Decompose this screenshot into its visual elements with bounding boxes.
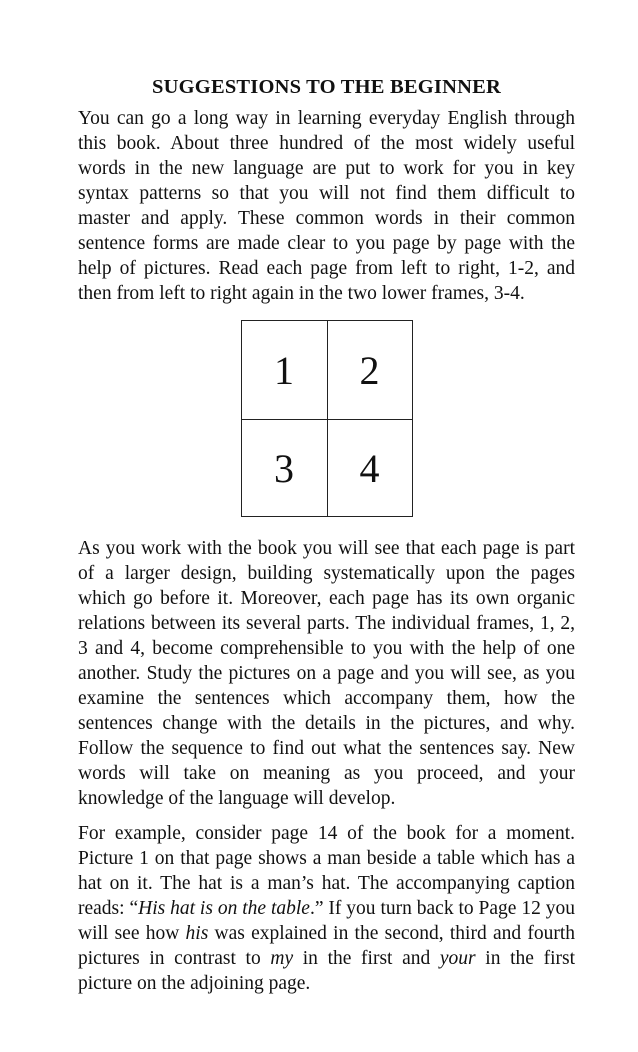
frame-1: 1 — [274, 347, 294, 393]
frame-4: 4 — [327, 419, 412, 517]
word-my: my — [270, 948, 294, 969]
word-your: your — [439, 948, 476, 969]
frame-2: 2 — [327, 321, 412, 419]
example-text-3: was explained in the second, third and fourth pictures in contrast to — [78, 923, 576, 969]
example-text-1: For example, consider page 14 of the book for a moment. Picture 1 on that page shows a man beside a table which has a hat on it. The hat is a man’s hat. The accompanying caption reads: “ — [78, 823, 575, 919]
caption-quote: His hat is on the table — [138, 898, 310, 919]
frame-3: 3 — [242, 419, 327, 517]
example-text-2: .” If you turn back to Page 12 you will see how — [78, 898, 576, 944]
frame-order-diagram — [241, 320, 413, 517]
frame-diagram-wrapper — [78, 320, 575, 517]
design-paragraph: As you work with the book you will see that each page is part of a larger design, building systematically upon the pages which go before it. Moreover, each page has its own organic relations between its several parts. The individual frames, 1, 2, 3 and 4, become comprehensible to you with the help of one another. Study the pictures on a page and you will see, as you examine the sentences which accompany them, how the sentences change with the details in the pictures, and why. Follow the sequence to find out what the sentences say. New words will take on meaning as you proceed, and your knowledge of the language will develop. — [78, 538, 575, 809]
page-title: SUGGESTIONS TO THE BEGINNER — [152, 76, 501, 98]
page-content — [78, 74, 575, 996]
example-text-4: in the first and — [293, 948, 440, 969]
example-paragraph — [78, 821, 575, 996]
example-text-5: in the first picture on the adjoining page. — [78, 948, 575, 994]
intro-paragraph: You can go a long way in learning everyday English through this book. About three hundred of the most widely useful words in the new language are put to work for you in key syntax patterns so that you will not find them difficult to master and apply. These common words in their common sentence forms are made clear to you page by page with the help of pictures. Read each page from left to right, 1-2, and then from left to right again in the two lower frames, 3-4. — [78, 108, 575, 304]
word-his: his — [185, 923, 209, 944]
